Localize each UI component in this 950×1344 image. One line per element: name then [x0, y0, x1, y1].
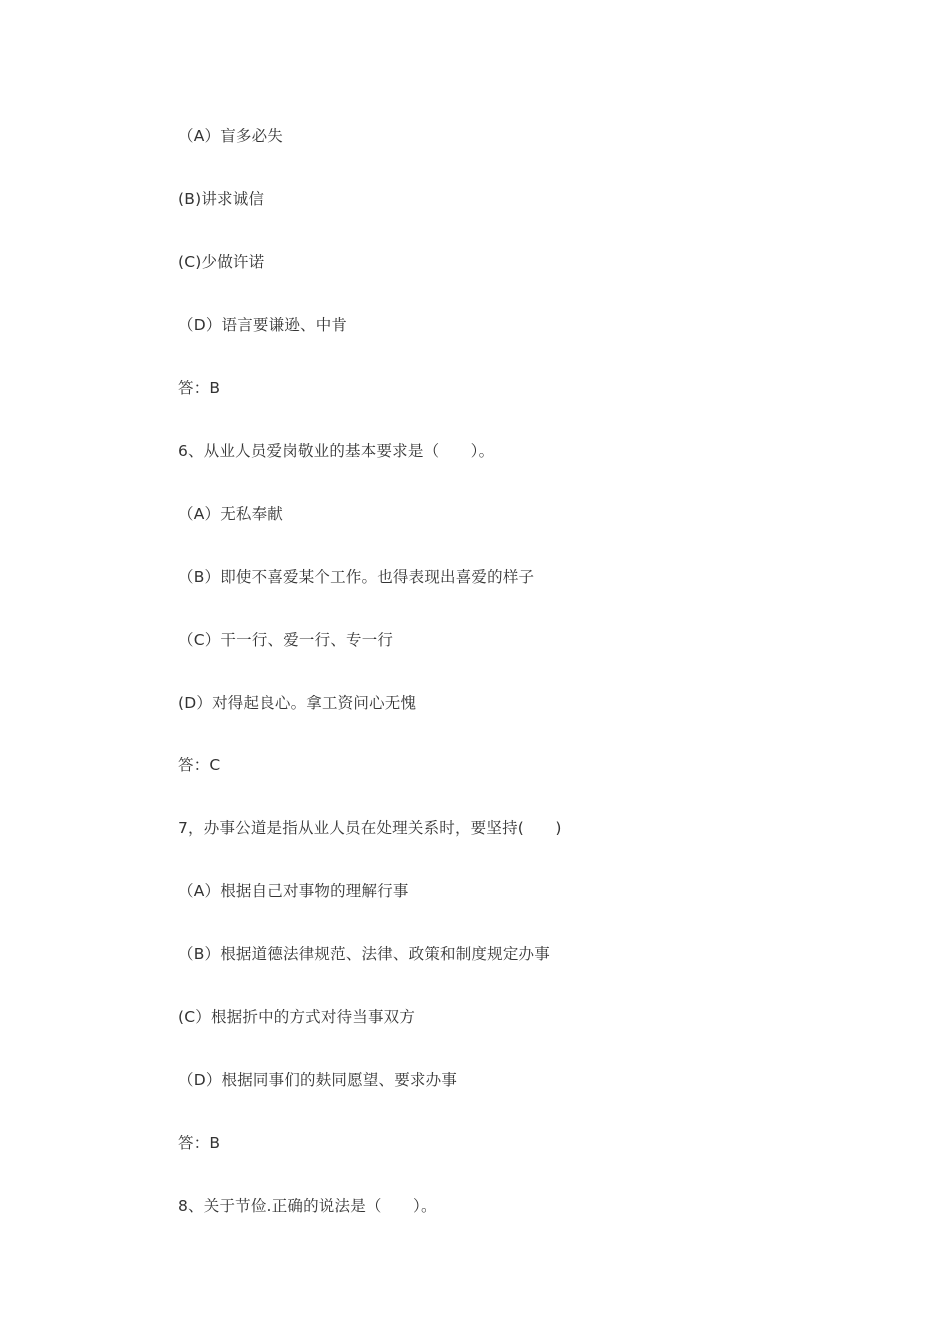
option-b: （B）即使不喜爱某个工作。也得表现出喜爱的样子 — [178, 568, 535, 586]
answer: 答：C — [178, 756, 221, 774]
question-7: 7，办事公道是指从业人员在处理关系时，要坚持( ) — [178, 819, 562, 837]
answer: 答：B — [178, 1134, 221, 1152]
question-6: 6、从业人员爱岗敬业的基本要求是（ ）。 — [178, 442, 495, 460]
option-d: （D）根据同事们的麸同愿望、要求办事 — [178, 1071, 458, 1089]
option-a: （A）无私奉献 — [178, 505, 284, 523]
option-b: （B）根据道德法律规范、法律、政策和制度规定办事 — [178, 945, 550, 963]
option-c: (C）根据折中的方式对待当事双方 — [178, 1008, 416, 1026]
question-8: 8、关于节俭.正确的说法是（ ）。 — [178, 1197, 437, 1215]
option-d: （D）语言要谦逊、中肯 — [178, 316, 348, 334]
option-a: （A）根据自己对事物的理解行事 — [178, 882, 409, 900]
option-c: (C)少做许诺 — [178, 253, 265, 271]
option-a: （A）盲多必失 — [178, 127, 284, 145]
option-c: （C）干一行、爱一行、专一行 — [178, 631, 394, 649]
answer: 答：B — [178, 379, 221, 397]
option-d: (D）对得起良心。拿工资问心无愧 — [178, 694, 417, 712]
option-b: (B)讲求诚信 — [178, 190, 265, 208]
